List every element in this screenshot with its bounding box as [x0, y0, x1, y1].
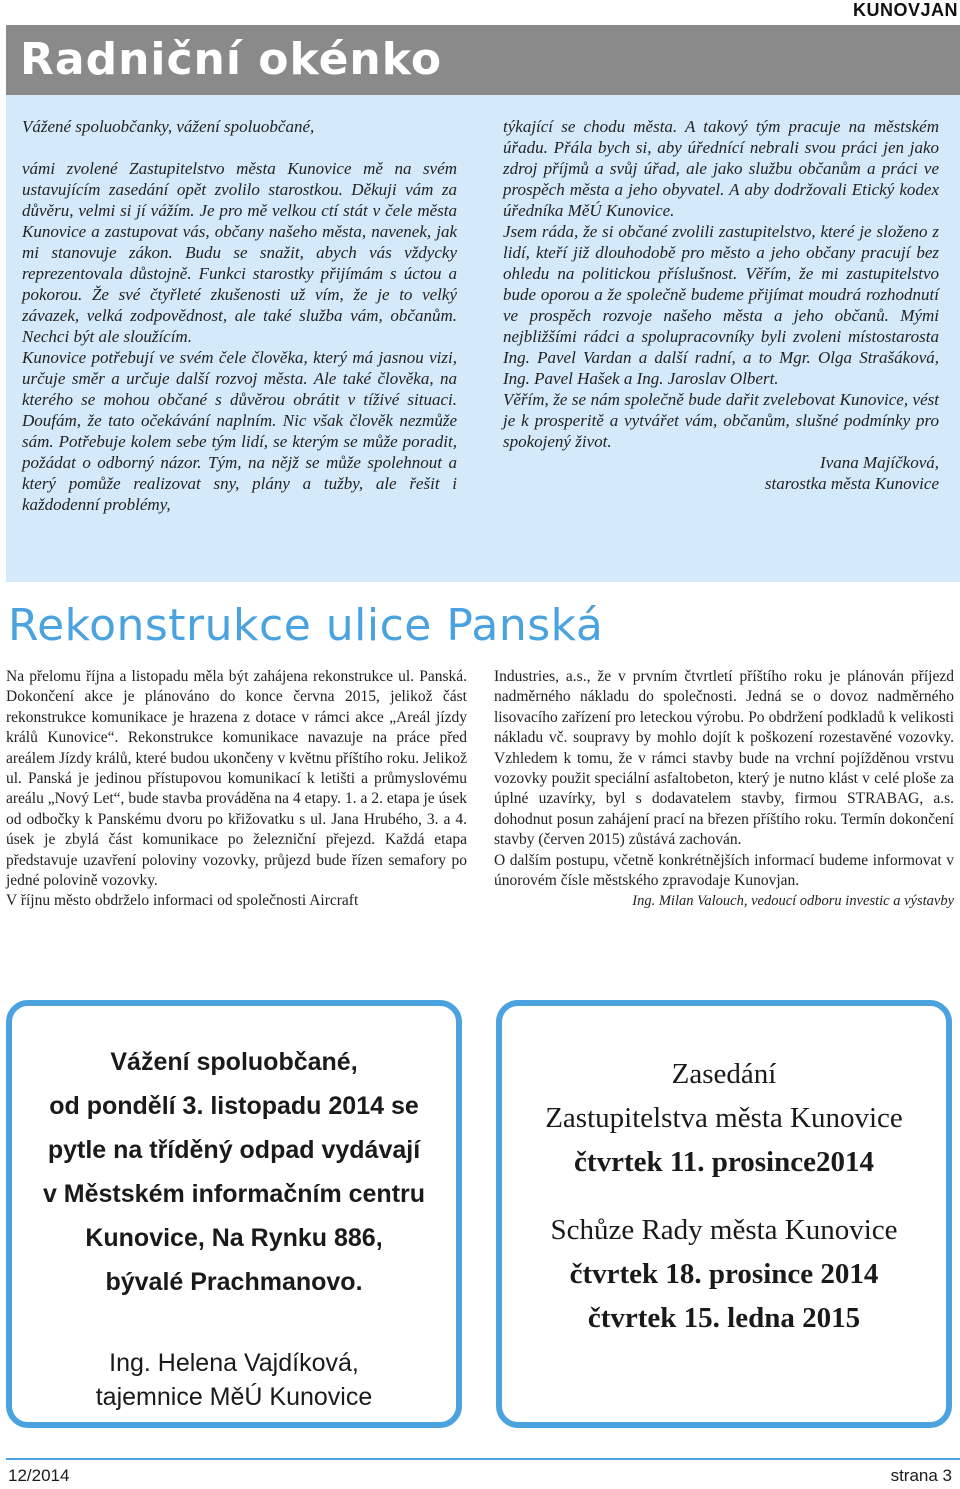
board-meeting: [502, 1184, 946, 1340]
council-meeting: [502, 1006, 946, 1184]
article-paragraph: O dalším postupu, včetně konkrétnějších informací budeme informovat v únorovém čísle městského zpravodaje Kunovjan.: [494, 851, 954, 890]
board-meeting-title: Schůze Rady města Kunovice: [550, 1214, 898, 1246]
notice-signature-name: Ing. Helena Vajdíková,: [109, 1349, 359, 1377]
notice-line: v Městském informačním centru: [42, 1180, 426, 1208]
masthead: KUNOVJAN: [853, 0, 959, 20]
article-paragraph: V říjnu město obdrželo informaci od společnosti Aircraft: [6, 892, 359, 910]
section-title: Radniční okénko: [20, 34, 443, 85]
letter-signature-name: Ivana Majíčková,: [820, 453, 939, 472]
letter-column-right: [503, 116, 939, 494]
footer-divider: [6, 1458, 960, 1460]
notice-signature-role: tajemnice MěÚ Kunovice: [95, 1383, 373, 1411]
article-paragraph: Na přelomu října a listopadu měla být zahájena rekonstrukce ul. Panská. Dokončení akce je plánováno do konce června 2015, jelikož část rekonstrukce komunikace je hrazena z dotace v rámci akce „Areál jízdy králů Kunovice“. Rekonstrukce komunikace navazuje na práce před areálem Jízdy králů, které budou ukončeny v květnu příštího roku. Jelikož ul. Panská je jedinou přístupovou komunikací k letišti a průmyslovému areálu „Nový Let“, bude stavba prováděna na 4 etapy. 1. a 2. etapa je úsek od odbočky k Panskému dvoru po křižovatku s ul. Jana Hrubého, 3. a 4. úsek je zbylá část komunikace po železniční přejezd. Každá etapa představuje uzavření poloviny vozovky, průjezd bude řízen semafory po jedné polovině vozovky.: [6, 668, 467, 890]
council-meeting-title: Zastupitelstva města Kunovice: [545, 1102, 903, 1134]
notice-line: Kunovice, Na Rynku 886,: [85, 1224, 383, 1252]
notice-line: Vážení spoluobčané,: [110, 1048, 358, 1076]
letter-paragraph: Věřím, že se nám společně bude dařit zvelebovat Kunovice, vést je k prosperitě a vytvářet vám, občanům, slušné podmínky pro spokojený život.: [503, 390, 939, 451]
article-title: Rekonstrukce ulice Panská: [8, 600, 604, 651]
notice-line: od pondělí 3. listopadu 2014 se: [49, 1092, 419, 1120]
meetings-notice: [496, 1000, 952, 1428]
letter-paragraph: týkající se chodu města. A takový tým pracuje na městském úřadu. Přála bych si, aby úřednící nebrali svou práci jen jako zdroj příjmů a svůj úřad, ale jako službu občanům a práci ve prospěch města a jeho obyvatel. A aby dodržovali Etický kodex úředníka MěÚ Kunovice.: [503, 117, 939, 220]
notice-line: pytle na tříděný odpad vydávají: [47, 1136, 421, 1164]
article-column-left: [6, 667, 467, 912]
board-meeting-date: čtvrtek 15. ledna 2015: [587, 1302, 861, 1334]
article-paragraph: Industries, a.s., že v prvním čtvrtletí příštího roku je plánován příjezd nadměrného nákladu do společnosti. Jedná se o dovoz nadměrného lisovacího zařízení pro leteckou výrobu. Po obdržení podkladů k velikosti nákladu vč. soupravy by mohlo dojít k poškození rozestavěné vozovky. Vzhledem k tomu, že v rámci stavby bude na vrchní pojížděnou vrstvu vozovky použit speciální asfaltobeton, který je nutno klást v celé ploše za úplné uzavírky, byl s dodavatelem stavby, firmou STRABAG, a.s. dohodnut posun zahájení prací na březen příštího roku. Termín dokončení stavby (červen 2015) zůstává zachován.: [494, 668, 954, 849]
letter-column-left: [22, 116, 457, 515]
letter-paragraph: Kunovice potřebují ve svém čele člověka, který má jasnou vizi, určuje směr a určuje další rozvoj města. Ale také člověka, na kterého se mohou občané s důvěrou obrátit v tíživé situaci. Doufám, že tato očekávání naplním. Nic však člověk nezmůže sám. Potřebuje kolem sebe tým lidí, se kterým se může poradit, požádat o odborný názor. Tým, na nějž se může spolehnout a který pomůže realizovat sny, plány a tužby, ale řešit i každodenní problémy,: [22, 348, 457, 514]
letter-paragraph: Jsem ráda, že si občané zvolili zastupitelstvo, které je složeno z lidí, kteří již dlouhodobě pro město a jeho občany pracují bez ohledu na politickou příslušnost. Věřím, že mi zastupitelstvo bude oporou a že společně budeme přijímat moudrá rozhodnutí ve prospěch rozvoje našeho města a jeho občanů. Mými nejbližšími rádci a spolupracovníky byli zvoleni místostarosta Ing. Pavel Vardan a další radní, a to Mgr. Olga Strašáková, Ing. Pavel Hašek a Ing. Jaroslav Olbert.: [503, 222, 939, 388]
letter-paragraph: vámi zvolené Zastupitelstvo města Kunovice mě na svém ustavujícím zasedání opět zvolilo starostkou. Děkuji vám za důvěru, velmi si jí vážím. Je pro mě velkou ctí stát v čele města Kunovice a zastupovat vás, občany našeho města, navenek, jak mi stanovuje zákon. Budu se snažit, abych vás vždycky reprezentovala důstojně. Funkci starostky přijímám s úctou a pokorou. Že své čtyřleté zkušenosti už vím, že je to velký závazek, velká zodpovědnost, ale také služba vám, občanům. Nechci být ale sloužícím.: [22, 159, 457, 346]
mayor-letter: [6, 95, 960, 582]
letter-signature-role: starostka města Kunovice: [764, 474, 939, 493]
issue-number: 12/2014: [8, 1466, 70, 1485]
page-number: strana 3: [890, 1466, 952, 1485]
letter-greeting: Vážené spoluobčanky, vážení spoluobčané,: [22, 117, 315, 136]
article-author: Ing. Milan Valouch, vedoucí odboru investic a výstavby: [632, 893, 954, 910]
waste-bags-notice: [6, 1000, 462, 1428]
council-meeting-title: Zasedání: [671, 1058, 777, 1090]
notice-line: bývalé Prachmanovo.: [105, 1268, 363, 1296]
board-meeting-date: čtvrtek 18. prosince 2014: [569, 1258, 879, 1290]
notice-body: [12, 1006, 456, 1304]
article-column-right: [494, 667, 954, 912]
council-meeting-date: čtvrtek 11. prosince2014: [574, 1146, 874, 1178]
section-title-band: [6, 25, 960, 95]
notice-signature: [12, 1304, 456, 1414]
